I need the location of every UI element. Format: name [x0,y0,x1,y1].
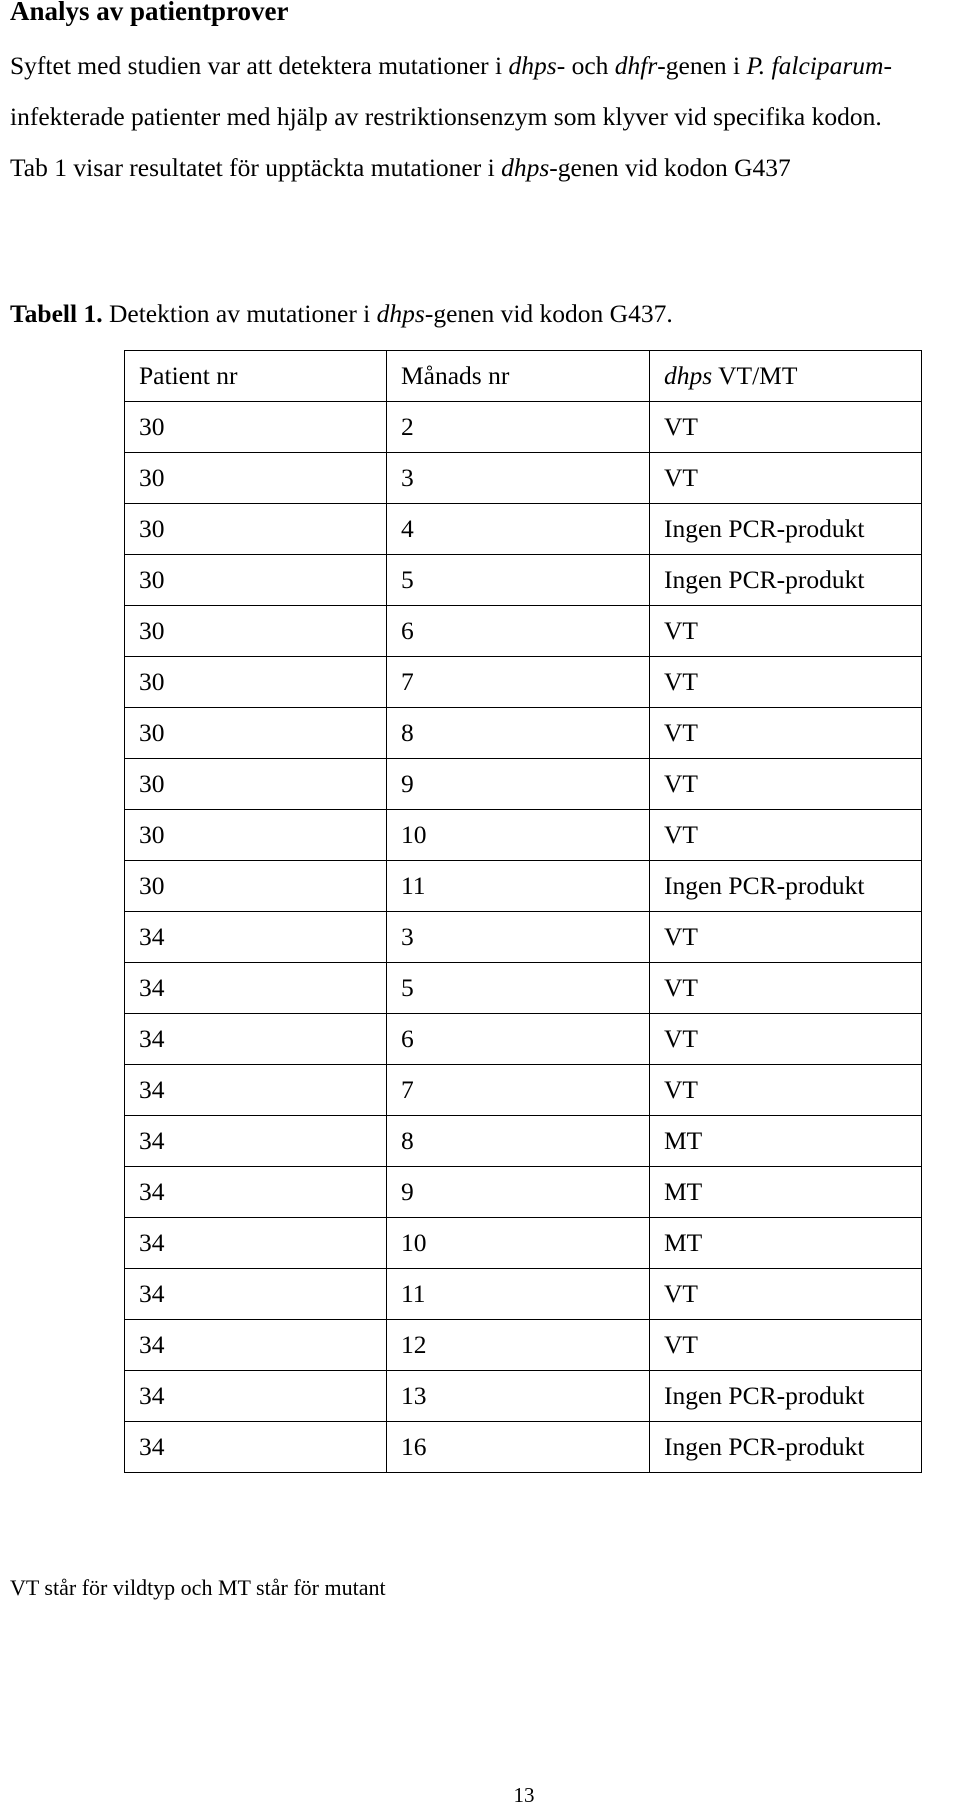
cell-patient-nr: 34 [125,1167,387,1218]
mutation-table [124,350,922,1473]
summary-paragraph: Tab 1 visar resultatet för upptäckta mutationer i dhps-genen vid kodon G437 [10,153,791,182]
cell-result: VT [650,453,922,504]
cell-patient-nr: 34 [125,1269,387,1320]
cell-month-nr: 9 [387,1167,650,1218]
table-row [125,810,922,861]
header-month-nr: Månads nr [387,351,650,402]
footnote: VT står för vildtyp och MT står för mutant [10,1575,386,1600]
cell-patient-nr: 34 [125,1065,387,1116]
cell-month-nr: 16 [387,1422,650,1473]
cell-result: VT [650,810,922,861]
cell-result: VT [650,963,922,1014]
cell-month-nr: 8 [387,1116,650,1167]
cell-result: VT [650,1065,922,1116]
cell-result: MT [650,1167,922,1218]
cell-month-nr: 9 [387,759,650,810]
table-header-row [125,351,922,402]
table-row [125,1218,922,1269]
gene-name-dhps: dhps [501,153,550,182]
cell-result: Ingen PCR-produkt [650,1422,922,1473]
header-result: dhps VT/MT [650,351,922,402]
table-caption-label: Tabell 1. [10,299,103,328]
cell-month-nr: 6 [387,606,650,657]
cell-patient-nr: 34 [125,1371,387,1422]
cell-patient-nr: 30 [125,861,387,912]
gene-name-dhps: dhps [664,361,713,390]
cell-patient-nr: 30 [125,810,387,861]
cell-patient-nr: 30 [125,504,387,555]
cell-patient-nr: 30 [125,657,387,708]
purpose-paragraph: Syftet med studien var att detektera mutationer i dhps- och dhfr-genen i P. falciparum-infekterade patienter med hjälp av restriktionsenzym som klyver vid specifika kodon. [10,51,892,131]
cell-patient-nr: 34 [125,1320,387,1371]
table-row [125,555,922,606]
cell-patient-nr: 30 [125,453,387,504]
table-caption: Tabell 1. Detektion av mutationer i dhps-genen vid kodon G437. [10,299,673,328]
section-heading: Analys av patientprover [10,0,289,26]
cell-result: VT [650,912,922,963]
cell-patient-nr: 30 [125,708,387,759]
table-row [125,708,922,759]
cell-month-nr: 5 [387,963,650,1014]
table-row [125,1422,922,1473]
cell-result: VT [650,708,922,759]
table-row [125,657,922,708]
cell-patient-nr: 34 [125,1014,387,1065]
cell-patient-nr: 30 [125,402,387,453]
cell-patient-nr: 34 [125,1116,387,1167]
cell-patient-nr: 30 [125,606,387,657]
table-row [125,606,922,657]
cell-month-nr: 8 [387,708,650,759]
table-row [125,453,922,504]
cell-month-nr: 4 [387,504,650,555]
page-number: 13 [513,1783,535,1807]
cell-month-nr: 10 [387,810,650,861]
cell-result: Ingen PCR-produkt [650,504,922,555]
cell-result: MT [650,1116,922,1167]
cell-month-nr: 6 [387,1014,650,1065]
cell-month-nr: 11 [387,1269,650,1320]
table-row [125,1014,922,1065]
cell-month-nr: 5 [387,555,650,606]
table-row [125,402,922,453]
cell-month-nr: 3 [387,453,650,504]
cell-month-nr: 11 [387,861,650,912]
cell-patient-nr: 34 [125,912,387,963]
table-row [125,1320,922,1371]
cell-month-nr: 3 [387,912,650,963]
gene-name-dhps: dhps [376,299,425,328]
table-row [125,1167,922,1218]
cell-month-nr: 12 [387,1320,650,1371]
table-row [125,1269,922,1320]
cell-month-nr: 7 [387,657,650,708]
cell-month-nr: 7 [387,1065,650,1116]
cell-month-nr: 10 [387,1218,650,1269]
cell-result: VT [650,759,922,810]
table-row [125,963,922,1014]
table-row [125,861,922,912]
table-body [125,402,922,1473]
cell-patient-nr: 30 [125,555,387,606]
cell-result: VT [650,1269,922,1320]
cell-result: VT [650,1320,922,1371]
cell-result: Ingen PCR-produkt [650,555,922,606]
cell-result: VT [650,402,922,453]
table-row [125,504,922,555]
cell-patient-nr: 34 [125,1422,387,1473]
cell-patient-nr: 30 [125,759,387,810]
table-row [125,1116,922,1167]
cell-patient-nr: 34 [125,963,387,1014]
intro-text [10,40,950,193]
gene-name-dhfr: dhfr [614,51,658,80]
cell-month-nr: 13 [387,1371,650,1422]
species-name: P. falciparum [746,51,884,80]
header-patient-nr: Patient nr [125,351,387,402]
table-row [125,1371,922,1422]
cell-result: Ingen PCR-produkt [650,1371,922,1422]
cell-result: Ingen PCR-produkt [650,861,922,912]
cell-result: MT [650,1218,922,1269]
table-row [125,1065,922,1116]
table-row [125,912,922,963]
cell-result: VT [650,606,922,657]
cell-month-nr: 2 [387,402,650,453]
cell-patient-nr: 34 [125,1218,387,1269]
table-row [125,759,922,810]
cell-result: VT [650,657,922,708]
gene-name-dhps: dhps [508,51,557,80]
cell-result: VT [650,1014,922,1065]
